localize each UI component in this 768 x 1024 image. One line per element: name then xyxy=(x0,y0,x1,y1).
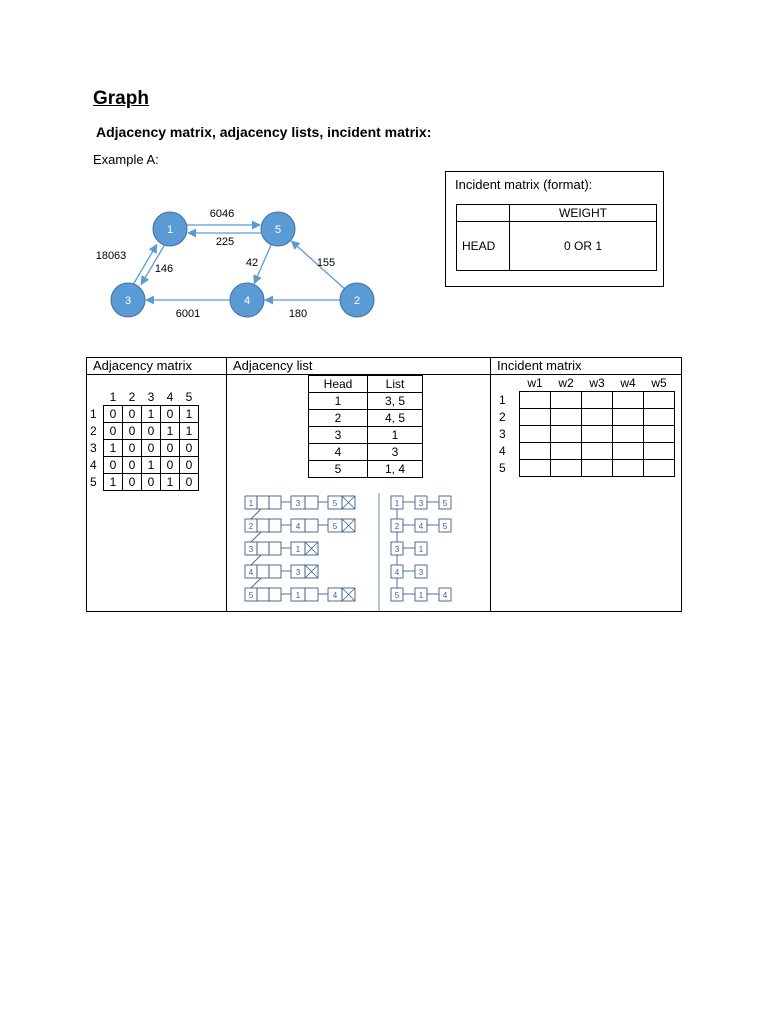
am-row-label: 4 xyxy=(90,458,97,472)
sketch-label: 2 xyxy=(394,522,400,531)
sketch-label: 5 xyxy=(332,522,338,531)
sketch-label: 3 xyxy=(295,568,301,577)
al-header: Head xyxy=(309,376,368,393)
sketch-down-link xyxy=(251,578,261,588)
im-row-label: 5 xyxy=(499,461,506,475)
am-cell: 0 xyxy=(180,457,199,474)
am-cell: 0 xyxy=(123,423,142,440)
am-cell: 0 xyxy=(104,457,123,474)
al-list: 3 xyxy=(368,444,423,461)
incident-format-box xyxy=(445,171,664,287)
im-cell xyxy=(551,392,582,409)
am-cell: 0 xyxy=(180,440,199,457)
am-cell: 1 xyxy=(142,406,161,423)
im-cell xyxy=(520,392,551,409)
am-cell: 1 xyxy=(161,423,180,440)
sketch-label: 4 xyxy=(442,591,448,600)
sketch-label: 3 xyxy=(418,499,424,508)
sketch-next-box xyxy=(257,542,269,555)
im-cell xyxy=(613,460,644,477)
sketch-label: 4 xyxy=(332,591,338,600)
sketch-label: 1 xyxy=(295,591,301,600)
am-cell: 0 xyxy=(104,423,123,440)
sketch-ptr-box xyxy=(305,519,318,532)
im-cell xyxy=(520,460,551,477)
adjacency-list-cell xyxy=(227,375,491,612)
im-col-label: w3 xyxy=(589,376,605,390)
sketch-label: 5 xyxy=(394,591,400,600)
im-cell xyxy=(613,392,644,409)
sketch-label: 1 xyxy=(248,499,254,508)
representation-table xyxy=(86,357,682,612)
im-cell xyxy=(520,409,551,426)
im-cell xyxy=(582,443,613,460)
al-list: 1 xyxy=(368,427,423,444)
sketch-label: 1 xyxy=(394,499,400,508)
incident-matrix xyxy=(499,375,675,477)
adjacency-list-table xyxy=(308,375,423,478)
sketch-label: 3 xyxy=(394,545,400,554)
im-row-label: 2 xyxy=(499,410,506,424)
im-cell xyxy=(613,426,644,443)
edge-weight-label: 225 xyxy=(215,236,235,248)
am-row-label: 5 xyxy=(90,475,97,489)
sketch-label: 1 xyxy=(418,545,424,554)
im-cell xyxy=(644,443,675,460)
am-cell: 0 xyxy=(142,474,161,491)
edge-weight-label: 155 xyxy=(316,257,336,269)
am-cell: 0 xyxy=(123,457,142,474)
am-cell: 0 xyxy=(161,457,180,474)
im-cell xyxy=(613,443,644,460)
al-list: 4, 5 xyxy=(368,410,423,427)
header-incident-matrix: Incident matrix xyxy=(491,358,682,375)
sketch-label: 3 xyxy=(248,545,254,554)
example-label: Example A: xyxy=(93,152,159,167)
am-cell: 1 xyxy=(180,423,199,440)
adjacency-matrix-cell xyxy=(87,375,227,612)
format-head-label: HEAD xyxy=(457,222,510,271)
am-cell: 0 xyxy=(123,406,142,423)
im-row-label: 3 xyxy=(499,427,506,441)
graph-node-label: 4 xyxy=(243,295,251,307)
am-cell: 1 xyxy=(142,457,161,474)
im-cell xyxy=(582,460,613,477)
incident-format-title: Incident matrix (format): xyxy=(455,177,593,192)
sketch-label: 4 xyxy=(418,522,424,531)
sketch-next-box xyxy=(257,519,269,532)
am-col-label: 2 xyxy=(128,390,136,404)
im-col-label: w5 xyxy=(651,376,667,390)
sketch-label: 3 xyxy=(418,568,424,577)
sketch-down-link xyxy=(251,555,261,565)
am-cell: 0 xyxy=(161,440,180,457)
am-cell: 1 xyxy=(180,406,199,423)
am-cell: 1 xyxy=(104,474,123,491)
graph-diagram xyxy=(80,195,390,330)
sketch-label: 5 xyxy=(248,591,254,600)
sketch-next-box xyxy=(257,588,269,601)
edge-weight-label: 6046 xyxy=(209,208,235,220)
am-cell: 0 xyxy=(123,474,142,491)
am-cell: 0 xyxy=(161,406,180,423)
section-subtitle: Adjacency matrix, adjacency lists, incident matrix: xyxy=(96,124,432,140)
incident-matrix-cell xyxy=(491,375,682,612)
sketch-label: 5 xyxy=(332,499,338,508)
linked-list-sketch xyxy=(231,493,487,611)
am-cell: 0 xyxy=(180,474,199,491)
sketch-label: 1 xyxy=(295,545,301,554)
am-col-label: 3 xyxy=(147,390,155,404)
sketch-ptr-box xyxy=(305,588,318,601)
im-cell xyxy=(644,409,675,426)
sketch-next-box xyxy=(257,565,269,578)
im-col-label: w2 xyxy=(558,376,574,390)
al-header: List xyxy=(368,376,423,393)
sketch-label: 4 xyxy=(295,522,301,531)
am-row-label: 1 xyxy=(90,407,97,421)
graph-node-label: 1 xyxy=(166,224,174,236)
sketch-label: 5 xyxy=(442,522,448,531)
im-cell xyxy=(551,443,582,460)
al-list: 1, 4 xyxy=(368,461,423,478)
am-row-label: 3 xyxy=(90,441,97,455)
im-cell xyxy=(520,443,551,460)
edge-weight-label: 18063 xyxy=(95,250,127,262)
sketch-ptr-box xyxy=(305,496,318,509)
im-row-label: 1 xyxy=(499,393,506,407)
sketch-label: 1 xyxy=(418,591,424,600)
am-col-label: 1 xyxy=(109,390,117,404)
graph-node-label: 5 xyxy=(274,224,282,236)
am-cell: 0 xyxy=(142,423,161,440)
im-cell xyxy=(582,426,613,443)
edge-weight-label: 146 xyxy=(154,263,174,275)
sketch-ptr-box xyxy=(269,519,281,532)
im-col-label: w4 xyxy=(620,376,636,390)
im-cell xyxy=(644,426,675,443)
graph-node-label: 3 xyxy=(124,295,132,307)
sketch-label: 4 xyxy=(394,568,400,577)
am-cell: 0 xyxy=(142,440,161,457)
format-value: 0 OR 1 xyxy=(510,222,657,271)
header-adjacency-list: Adjacency list xyxy=(227,358,491,375)
am-cell: 1 xyxy=(161,474,180,491)
al-head: 3 xyxy=(309,427,368,444)
im-cell xyxy=(582,392,613,409)
im-cell xyxy=(551,409,582,426)
im-cell xyxy=(644,392,675,409)
al-head: 5 xyxy=(309,461,368,478)
im-cell xyxy=(551,460,582,477)
incident-format-table xyxy=(456,204,657,271)
am-col-label: 5 xyxy=(185,390,193,404)
am-row-label: 2 xyxy=(90,424,97,438)
al-list: 3, 5 xyxy=(368,393,423,410)
im-cell xyxy=(551,426,582,443)
im-col-label: w1 xyxy=(527,376,543,390)
am-cell: 1 xyxy=(104,440,123,457)
al-head: 1 xyxy=(309,393,368,410)
sketch-ptr-box xyxy=(269,565,281,578)
al-head: 4 xyxy=(309,444,368,461)
sketch-down-link xyxy=(251,532,261,542)
al-head: 2 xyxy=(309,410,368,427)
sketch-ptr-box xyxy=(269,542,281,555)
header-adjacency-matrix: Adjacency matrix xyxy=(87,358,227,375)
im-cell xyxy=(582,409,613,426)
am-col-label: 4 xyxy=(166,390,174,404)
edge-weight-label: 42 xyxy=(245,257,259,269)
adjacency-matrix xyxy=(90,389,199,491)
edge-weight-label: 180 xyxy=(288,308,308,320)
im-cell xyxy=(644,460,675,477)
am-cell: 0 xyxy=(123,440,142,457)
page-title: Graph xyxy=(93,88,149,109)
sketch-down-link xyxy=(251,509,261,519)
sketch-label: 5 xyxy=(442,499,448,508)
im-cell xyxy=(613,409,644,426)
sketch-ptr-box xyxy=(269,588,281,601)
am-cell: 0 xyxy=(104,406,123,423)
im-cell xyxy=(520,426,551,443)
sketch-label: 2 xyxy=(248,522,254,531)
graph-node-label: 2 xyxy=(353,295,361,307)
im-row-label: 4 xyxy=(499,444,506,458)
sketch-label: 4 xyxy=(248,568,254,577)
sketch-next-box xyxy=(257,496,269,509)
format-weight-header: WEIGHT xyxy=(510,205,657,222)
format-empty-cell xyxy=(457,205,510,222)
sketch-label: 3 xyxy=(295,499,301,508)
sketch-ptr-box xyxy=(269,496,281,509)
edge-weight-label: 6001 xyxy=(175,308,201,320)
